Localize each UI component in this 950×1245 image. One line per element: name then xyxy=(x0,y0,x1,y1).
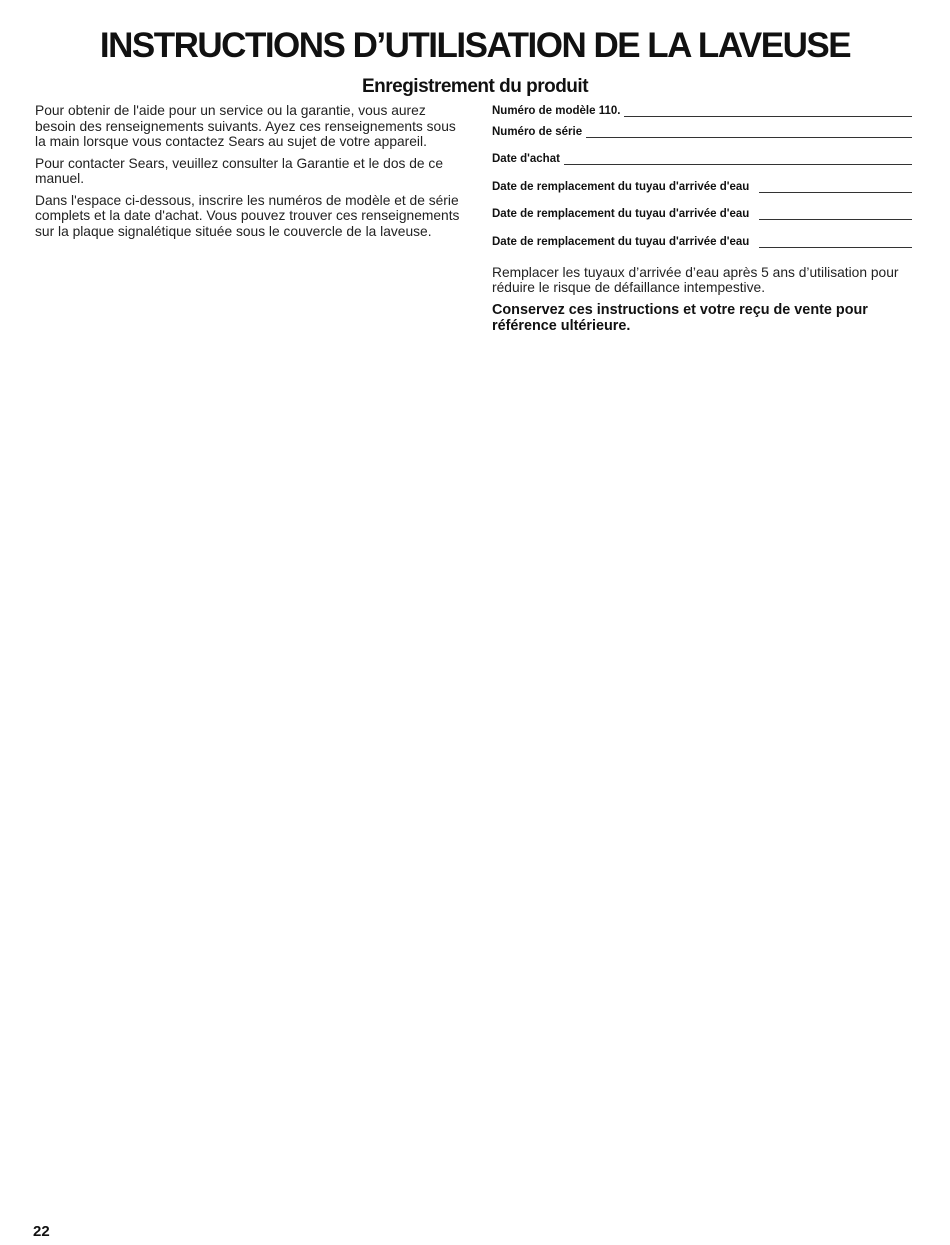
purchase-date-blank[interactable] xyxy=(564,164,912,165)
purchase-date-field[interactable] xyxy=(492,146,912,174)
model-number-label: Numéro de modèle 110. xyxy=(492,105,621,117)
serial-number-label: Numéro de série xyxy=(492,125,583,138)
hose-replacement-field[interactable] xyxy=(492,201,912,229)
section-title: Enregistrement du produit xyxy=(361,76,589,97)
hose-replacement-label: Date de remplacement du tuyau d'arrivée d'eau xyxy=(492,208,750,220)
model-number-blank[interactable] xyxy=(624,116,912,117)
page-number: 22 xyxy=(33,1223,50,1240)
keep-instructions-note: Conservez ces instructions et votre reçu de vente pour référence ultérieure. xyxy=(492,301,868,334)
serial-number-field[interactable] xyxy=(492,118,912,146)
hose-replacement-blank[interactable] xyxy=(759,247,912,248)
hose-replacement-blank[interactable] xyxy=(759,219,912,220)
model-number-field[interactable] xyxy=(492,103,912,118)
hose-replacement-field[interactable] xyxy=(492,228,912,256)
hose-replacement-note: Remplacer les tuyaux d’arrivée d’eau après 5 ans d’utilisation pour réduire le risque de défaillance intempestive. xyxy=(492,264,899,295)
hose-replacement-field[interactable] xyxy=(492,173,912,201)
serial-number-blank[interactable] xyxy=(586,137,912,138)
page-title: INSTRUCTIONS D’UTILISATION DE LA LAVEUSE xyxy=(99,26,851,65)
contact-paragraph: Pour contacter Sears, veuillez consulter la Garantie et le dos de ce manuel. xyxy=(35,155,443,186)
hose-replacement-label: Date de remplacement du tuyau d'arrivée d'eau xyxy=(492,180,750,193)
intro-column xyxy=(35,103,465,245)
purchase-date-label: Date d'achat xyxy=(492,153,560,165)
intro-paragraph: Pour obtenir de l'aide pour un service ou la garantie, vous aurez besoin des renseignements suivants. Ayez ces renseignements sous la main lorsque vous contactez Sears au sujet de votre appareil. xyxy=(35,103,456,149)
hose-replacement-blank[interactable] xyxy=(759,192,912,193)
registration-form xyxy=(492,103,912,334)
instructions-paragraph: Dans l'espace ci-dessous, inscrire les numéros de modèle et de série complets et la date d'achat. Vous pouvez trouver ces renseignements sur la plaque signalétique située sous le couvercle de la laveuse. xyxy=(35,192,460,239)
hose-replacement-label: Date de remplacement du tuyau d'arrivée d'eau xyxy=(492,235,750,248)
